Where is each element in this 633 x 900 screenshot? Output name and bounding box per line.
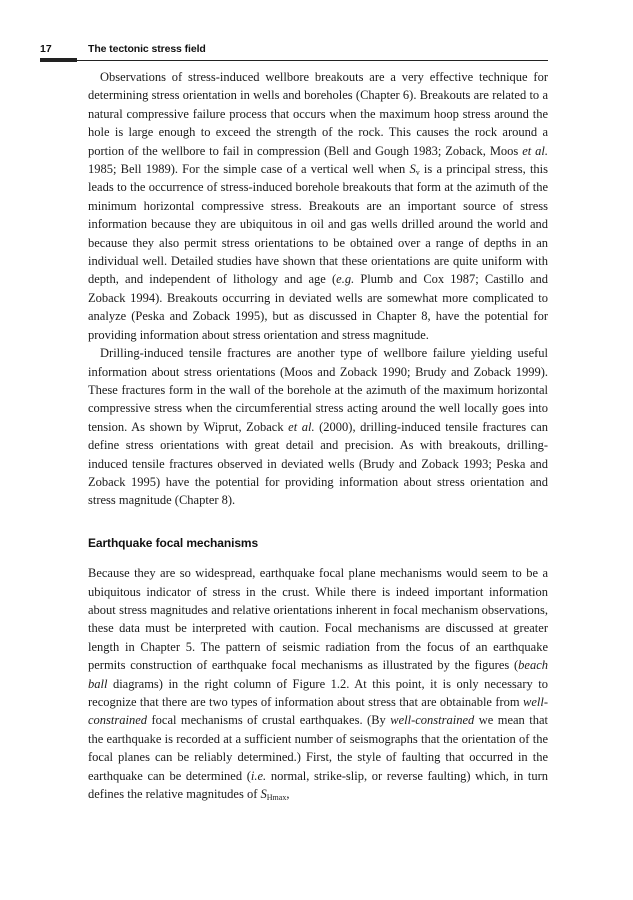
italic-text: i.e. — [250, 768, 267, 783]
text-run: is a principal stress, this leads to the occurrence of stress-induced borehole breakouts that form at the azimuth of the minimum horizontal compressive stress. Breakouts are an important source of stress information because they are ubiquitous in oil and gas wells drilled around the world and because they also permit stress orientations to be obtained over a range of depths in an individual well. Detailed studies have shown that these orientations are quite uniform with depth, and independent of lithology and age ( — [88, 162, 548, 287]
text-run: normal, strike-slip, or reverse faulting) which, in turn defines the relative magnitudes of — [88, 768, 548, 802]
italic-text: S — [409, 162, 416, 177]
italic-text: et al. — [288, 419, 315, 434]
italic-text: beach ball — [88, 658, 548, 691]
italic-text: e.g. — [336, 272, 355, 287]
text-run: Plumb and Cox 1987; Castillo and Zoback 1994). Breakouts occurring in deviated wells are somewhat more complicated to analyze (Peska and Zoback 1995), but as discussed in Chapter 8, have the potential for providing information about stress orientation and stress magnitude. — [88, 272, 548, 342]
text-run: Because they are so widespread, earthquake focal plane mechanisms would seem to be a ubiquitous indicator of stress in the crust. While there is indeed important information about stress magnitudes and relative orientations inherent in focal mechanism observations, these data must be interpreted with caution. Focal mechanisms are discussed at greater length in Chapter 5. The pattern of seismic radiation from the focus of an earthquake permits construction of earthquake focal mechanisms as illustrated by the figures ( — [88, 566, 548, 673]
subscript-text: v — [415, 168, 420, 178]
running-title: The tectonic stress field — [88, 43, 206, 55]
paragraph — [88, 344, 548, 510]
body-text — [88, 68, 548, 803]
section-heading: Earthquake focal mechanisms — [88, 535, 259, 550]
page-number: 17 — [40, 43, 52, 55]
text-run: Observations of stress-induced wellbore breakouts are a very effective technique for determining stress orientation in wells and boreholes (Chapter 6). Breakouts are related to a natural compressive failure process that occurs when the maximum hoop stress around the hole is large enough to exceed the strength of the rock. This causes the rock around a portion of the wellbore to fail in compression (Bell and Gough 1983; Zoback, Moos — [88, 70, 548, 158]
subscript-text: Hmax — [266, 793, 287, 803]
text-run: , — [286, 787, 290, 802]
text-run: we mean that the earthquake is recorded at a sufficient number of seismographs that the orientation of the focal planes can be reliably determined.) First, the style of faulting that occurred in the earthquake can be determined ( — [88, 713, 548, 783]
header-rule — [40, 60, 548, 61]
text-run: diagrams) in the right column of Figure 1.2. At this point, it is only necessary to recognize that there are two types of information about stress that are obtainable from — [88, 676, 548, 709]
italic-text: S — [260, 787, 267, 802]
italic-text: well-constrained — [88, 695, 548, 728]
italic-text: et al. — [522, 143, 549, 158]
paragraph — [88, 564, 548, 803]
text-run: Drilling-induced tensile fractures are another type of wellbore failure yielding useful information about stress orientations (Moos and Zoback 1990; Brudy and Zoback 1999). These fractures form in the wall of the borehole at the azimuth of the maximum horizontal compressive stress when the circumferential stress acting around the well locally goes into tension. As shown by Wiprut, Zoback — [88, 346, 548, 434]
text-run: focal mechanisms of crustal earthquakes. (By — [147, 713, 391, 728]
paragraph — [88, 68, 548, 344]
text-run: 1985; Bell 1989). For the simple case of a vertical well when — [88, 162, 410, 177]
italic-text: well-constrained — [390, 713, 475, 728]
text-run: (2000), drilling-induced tensile fractures can define stress orientations with great detail and precision. As with breakouts, drilling-induced tensile fractures observed in deviated wells (Brudy and Zoback 1993; Peska and Zoback 1995) have the potential for providing information about stress orientation and stress magnitude (Chapter 8). — [88, 419, 548, 508]
